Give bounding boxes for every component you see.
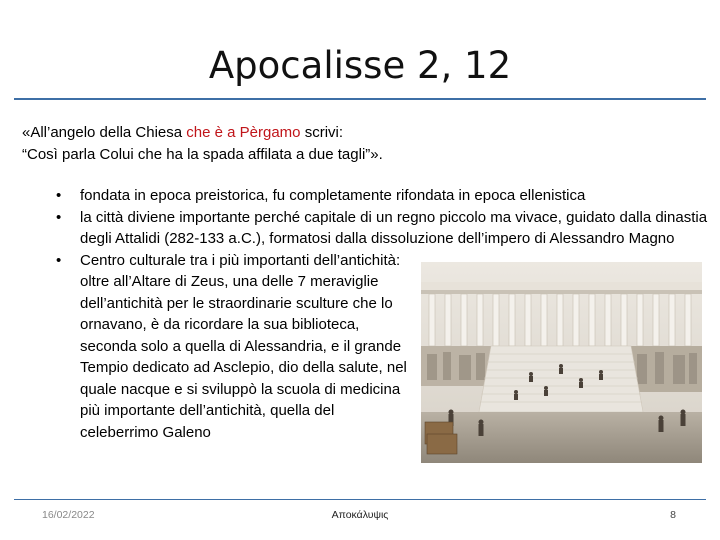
bullet-text: fondata in epoca preistorica, fu completamente rifondata in epoca ellenistica xyxy=(80,187,586,204)
bullet-text: Centro culturale tra i più importanti dell’antichità: oltre all’Altare di Zeus, una delle 7 meraviglie dell’antichità per le straordinarie sculture che lo ornavano, è da ricordare la sua biblioteca, seconda solo a quella di Alessandria, e il grande Tempio dedicato ad Asclepio, dio della salute, nel quale nacque e si sviluppò la scuola di medicina più importante dell’antichità, quella del celeberrimo Galeno xyxy=(80,251,407,441)
quote-line-2: “Così parla Colui che ha la spada affilata a due tagli”». xyxy=(22,146,383,163)
bullet-text: la città diviene importante perché capitale di un regno piccolo ma vivace, guidato dalla dinastia degli Attalidi (282-133 a.C.), formatosi dalla dissoluzione dell’impero di Alessandro Magno xyxy=(80,208,708,247)
title-divider xyxy=(14,98,706,100)
bullet-icon: • xyxy=(56,251,62,269)
slide-title: Apocalisse 2, 12 xyxy=(208,44,512,87)
bullet-item xyxy=(56,207,716,250)
bullet-item xyxy=(56,185,716,207)
bullet-icon: • xyxy=(56,208,62,226)
footer-divider xyxy=(14,499,706,500)
quote-line-1-end: scrivi: xyxy=(300,124,344,141)
bullet-item xyxy=(56,250,410,444)
pergamon-altar-photo xyxy=(421,262,702,463)
bullet-icon: • xyxy=(56,187,62,204)
quote-highlight: che è a Pèrgamo xyxy=(186,124,301,141)
footer-title: Αποκάλυψις xyxy=(331,509,389,521)
footer-date: 16/02/2022 xyxy=(42,509,95,521)
scripture-quote xyxy=(22,122,702,166)
page-number: 8 xyxy=(670,509,676,521)
quote-line-1-start: «All’angelo della Chiesa xyxy=(22,124,187,141)
quote-line-1 xyxy=(22,122,702,144)
pergamon-altar-illustration xyxy=(421,262,702,463)
